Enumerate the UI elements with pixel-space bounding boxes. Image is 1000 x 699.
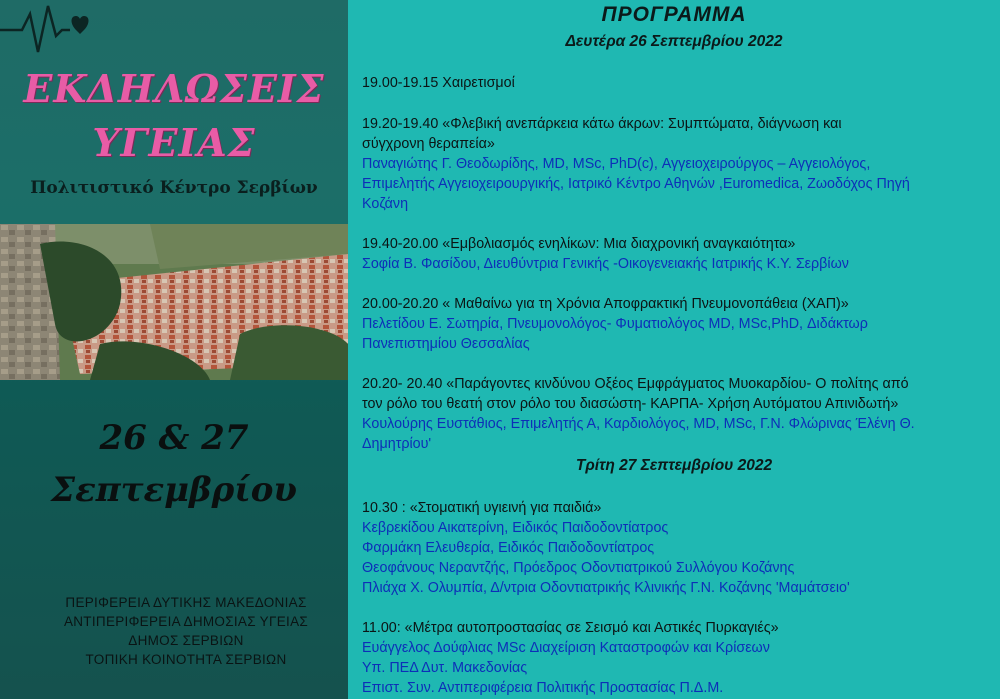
program-panel — [348, 0, 1000, 699]
organizer-line: ΑΝΤΙΠΕΡΙΦΕΡΕΙΑ ΔΗΜΟΣΙΑΣ ΥΓΕΙΑΣ — [63, 614, 309, 629]
program-line: Κουλούρης Ευστάθιος, Επιμελητής Α, Καρδιολόγος, MD, MSc, Γ.Ν. Φλώρινας Έλένη Θ. — [362, 416, 915, 432]
town-photo — [0, 224, 348, 380]
program-line: 19.40-20.00 «Εμβολιασμός ενηλίκων: Μια διαχρονική αναγκαιότητα» — [362, 236, 796, 252]
venue: Πολιτιστικό Κέντρο Σερβίων — [30, 178, 318, 198]
program-line: Παναγιώτης Γ. Θεοδωρίδης, MD, MSc, PhD(c), Αγγειοχειρούργος – Αγγειολόγος, — [362, 156, 871, 172]
program-line: Δημητρίου' — [362, 436, 432, 452]
event-title-line2: ΥΓΕΙΑΣ — [92, 120, 256, 165]
event-title-line1: ΕΚΔΗΛΩΣΕΙΣ — [23, 66, 325, 111]
program-line: 11.00: «Μέτρα αυτοπροστασίας σε Σεισμό και Αστικές Πυρκαγιές» — [362, 620, 779, 636]
event-dates-month: Σεπτεμβρίου — [51, 470, 297, 510]
program-line: 20.00-20.20 « Μαθαίνω για τη Χρόνια Αποφρακτική Πνευμονοπάθεια (ΧΑΠ)» — [362, 296, 849, 312]
program-line: σύγχρονη θεραπεία» — [362, 136, 495, 152]
program-line: Πανεπιστημίου Θεσσαλίας — [362, 336, 530, 352]
program-line: τον ρόλο του θεατή στον ρόλο του διασώστη- ΚΑΡΠΑ- Χρήση Αυτόματου Απινιδωτή» — [362, 396, 899, 412]
program-title: ΠΡΟΓΡΑΜΜΑ — [601, 3, 747, 26]
program-line: Κοζάνη — [362, 196, 409, 212]
program-line: 19.20-19.40 «Φλεβική ανεπάρκεια κάτω άκρων: Συμπτώματα, διάγνωση και — [362, 116, 842, 132]
program-line: Επιμελητής Αγγειοχειρουργικής, Ιατρικό Κέντρο Αθηνών ,Euromedica, Ζωοδόχος Πηγή — [362, 176, 910, 192]
left-panel — [0, 0, 348, 699]
event-dates-days: 26 & 27 — [99, 418, 249, 458]
program-line: Υπ. ΠΕΔ Δυτ. Μακεδονίας — [362, 660, 528, 676]
day1-heading: Δευτέρα 26 Σεπτεμβρίου 2022 — [565, 33, 783, 50]
program-line: Κεβρεκίδου Αικατερίνη, Ειδικός Παιδοδοντίατρος — [362, 520, 669, 536]
heartbeat-heart-icon — [0, 0, 110, 60]
program-line: Επιστ. Συν. Αντιπεριφέρεια Πολιτικής Προστασίας Π.Δ.Μ. — [362, 680, 724, 696]
program-line: Πελετίδου Ε. Σωτηρία, Πνευμονολόγος- Φυματιολόγος MD, MSc,PhD, Διδάκτωρ — [362, 316, 868, 332]
program-line: 19.00-19.15 Χαιρετισμοί — [362, 75, 515, 91]
program-line: Φαρμάκη Ελευθερία, Ειδικός Παιδοδοντίατρος — [362, 540, 655, 556]
program-line: Ευάγγελος Δούφλιας MSc Διαχείριση Καταστροφών και Κρίσεων — [362, 640, 770, 656]
organizer-line: ΤΟΠΙΚΗ ΚΟΙΝΟΤΗΤΑ ΣΕΡΒΙΩΝ — [85, 652, 287, 667]
organizer-line: ΠΕΡΙΦΕΡΕΙΑ ΔΥΤΙΚΗΣ ΜΑΚΕΔΟΝΙΑΣ — [65, 595, 307, 610]
program-line: Πλιάχα Χ. Ολυμπία, Δ/ντρια Οδοντιατρικής Κλινικής Γ.Ν. Κοζάνης 'Μαμάτσειο' — [362, 580, 850, 596]
program-line: Σοφία Β. Φασίδου, Διευθύντρια Γενικής -Οικογενειακής Ιατρικής Κ.Υ. Σερβίων — [362, 256, 849, 272]
organizer-line: ΔΗΜΟΣ ΣΕΡΒΙΩΝ — [128, 633, 244, 648]
program-line: 10.30 : «Στοματική υγιεινή για παιδιά» — [362, 500, 602, 516]
program-line: Θεοφάνους Νεραντζής, Πρόεδρος Οδοντιατρικού Συλλόγου Κοζάνης — [362, 560, 795, 576]
program-line: 20.20- 20.40 «Παράγοντες κινδύνου Οξέος Εμφράγματος Μυοκαρδίου- Ο πολίτης από — [362, 376, 909, 392]
day2-heading: Τρίτη 27 Σεπτεμβρίου 2022 — [575, 457, 773, 474]
